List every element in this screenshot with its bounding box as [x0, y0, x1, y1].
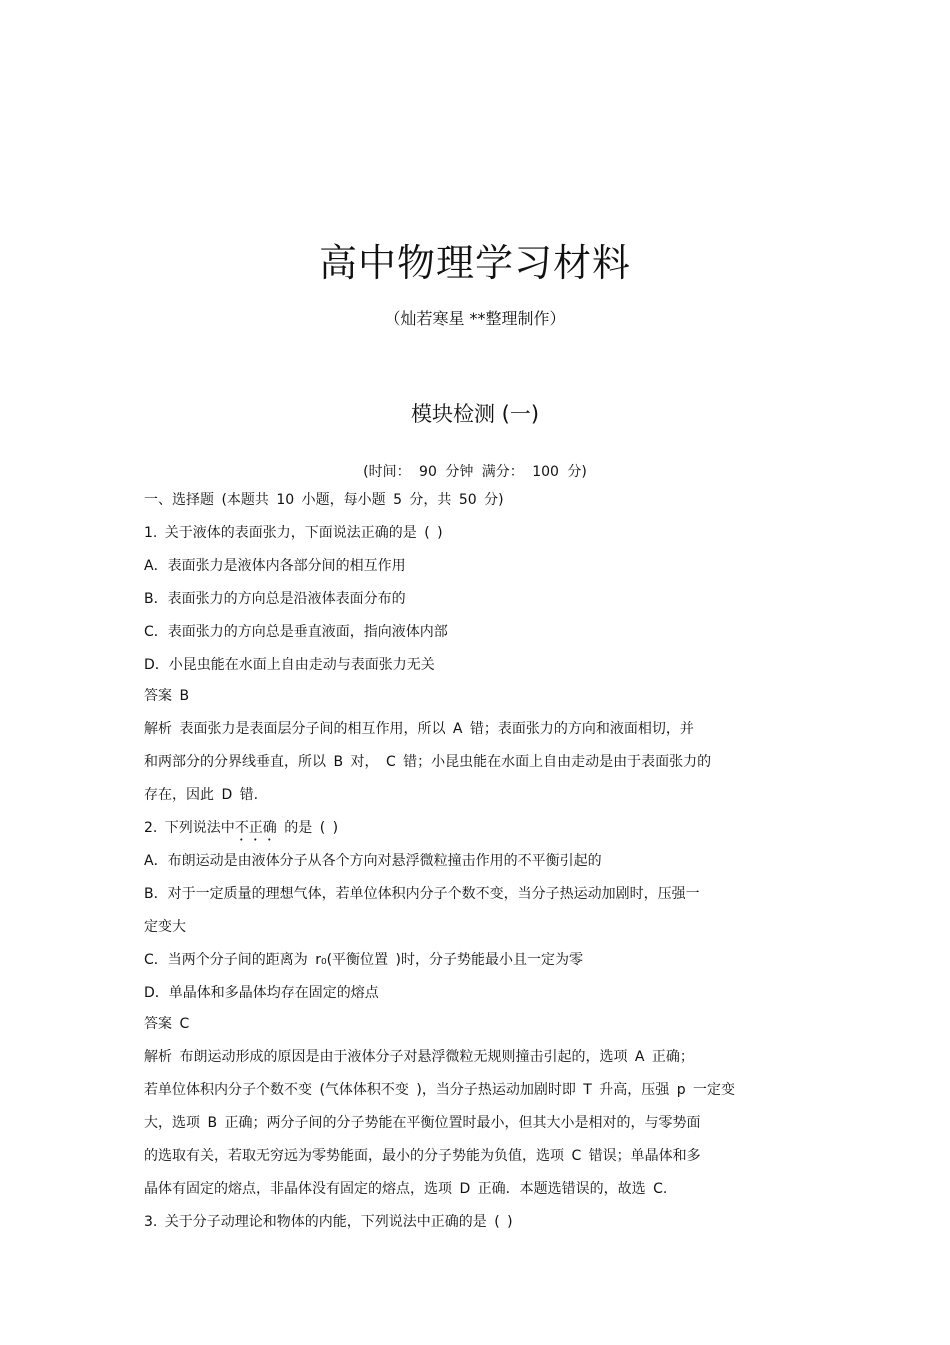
question-1-answer: 答案 B — [144, 688, 190, 704]
question-3-stem: 3. 关于分子动理论和物体的内能，下列说法中正确的是 ( ) — [144, 1214, 513, 1230]
question-1-option-b: B．表面张力的方向总是沿液体表面分布的 — [144, 591, 406, 607]
question-1-analysis-line-1: 解析 表面张力是表面层分子间的相互作用，所以 A 错；表面张力的方向和液面相切，并 — [144, 721, 694, 737]
question-1-analysis-line-2: 和两部分的分界线垂直，所以 B 对， C 错；小昆虫能在水面上自由走动是由于表面张力的 — [144, 754, 712, 770]
question-2-option-a: A．布朗运动是由液体分子从各个方向对悬浮微粒撞击作用的不平衡引起的 — [144, 853, 602, 869]
question-2-stem — [144, 816, 810, 849]
question-2-option-b-cont: 定变大 — [144, 919, 186, 935]
question-2-analysis-line-5: 晶体有固定的熔点，非晶体没有固定的熔点，选项 D 正确．本题选错误的，故选 C. — [144, 1181, 668, 1197]
exam-content — [144, 488, 810, 1243]
question-1-option-a: A．表面张力是液体内各部分间的相互作用 — [144, 558, 406, 574]
exam-title: 模块检测 (一) — [410, 402, 540, 426]
question-2-stem-prefix: 2. 下列说法中 — [144, 820, 235, 836]
question-2-stem-emphasis: 不正确 — [234, 820, 277, 836]
question-2-option-c: C．当两个分子间的距离为 r₀(平衡位置 )时，分子势能最小且一定为零 — [144, 952, 583, 968]
question-1-analysis-line-3: 存在，因此 D 错. — [144, 787, 259, 803]
time-info: (时间： 90 分钟 满分： 100 分) — [363, 464, 587, 480]
question-2-option-d: D．单晶体和多晶体均存在固定的熔点 — [144, 985, 379, 1001]
question-2-analysis-line-4: 的选取有关，若取无穷远为零势能面，最小的分子势能为负值，选项 C 错误；单晶体和多 — [144, 1148, 701, 1164]
main-title: 高中物理学习材料 — [318, 241, 631, 285]
question-2-analysis-line-1: 解析 布朗运动形成的原因是由于液体分子对悬浮微粒无规则撞击引起的，选项 A 正确； — [144, 1049, 694, 1065]
question-2-analysis-line-3: 大，选项 B 正确；两分子间的分子势能在平衡位置时最小，但其大小是相对的，与零势面 — [144, 1115, 701, 1131]
section-heading: 一、选择题 (本题共 10 小题，每小题 5 分，共 50 分) — [144, 492, 504, 508]
question-1-stem: 1. 关于液体的表面张力，下面说法正确的是 ( ) — [144, 525, 443, 541]
question-2-answer: 答案 C — [144, 1016, 190, 1032]
question-1-option-d: D．小昆虫能在水面上自由走动与表面张力无关 — [144, 657, 435, 673]
question-1-option-c: C．表面张力的方向总是垂直液面，指向液体内部 — [144, 624, 448, 640]
question-2-analysis-line-2: 若单位体积内分子个数不变 (气体体积不变 )，当分子热运动加剧时即 T 升高，压强 p 一定变 — [144, 1082, 736, 1098]
question-2-option-b: B．对于一定质量的理想气体，若单位体积内分子个数不变，当分子热运动加剧时，压强一 — [144, 886, 700, 902]
subtitle: （灿若寒星 **整理制作） — [384, 309, 566, 328]
question-2-stem-suffix: 的是 ( ) — [276, 820, 339, 836]
